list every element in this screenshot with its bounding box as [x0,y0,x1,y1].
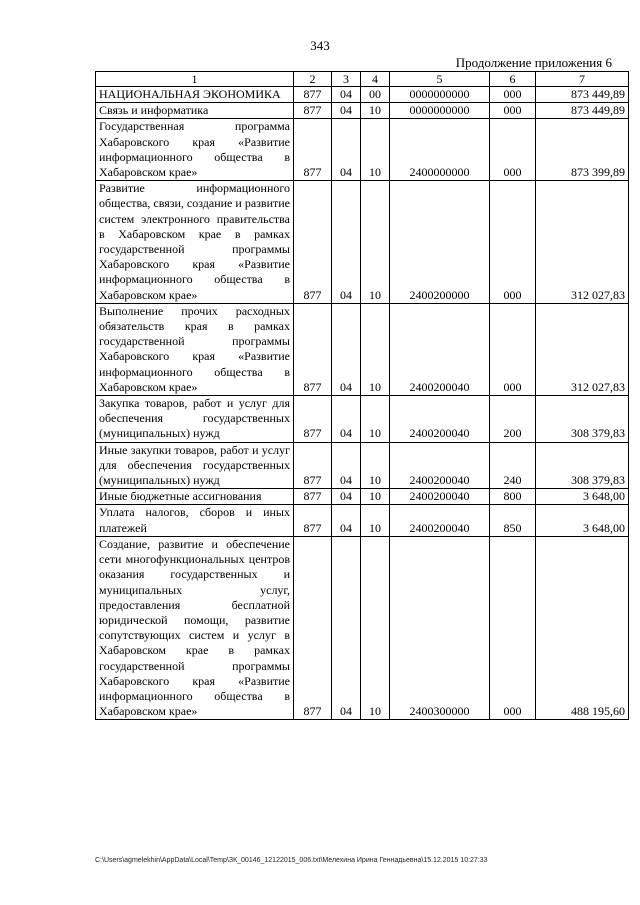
cell-type: 000 [490,87,536,103]
cell-code: 877 [294,489,332,505]
table-row [96,536,629,719]
page-number: 343 [310,38,330,53]
cell-code: 877 [294,536,332,719]
cell-code: 877 [294,103,332,119]
cell-section: 04 [332,536,361,719]
cell-type: 000 [490,103,536,119]
cell-code: 877 [294,119,332,181]
cell-amount: 3 648,00 [536,505,629,536]
cell-amount: 488 195,60 [536,536,629,719]
table-row [96,87,629,103]
table-row [96,489,629,505]
cell-amount: 308 379,83 [536,396,629,443]
cell-amount: 873 399,89 [536,119,629,181]
cell-section: 04 [332,119,361,181]
cell-section: 04 [332,505,361,536]
row-name: Государственная программа Хабаровского края «Развитие информационного общества в Хабаровском крае» [96,119,294,181]
cell-target: 2400200040 [390,505,490,536]
cell-amount: 308 379,83 [536,442,629,489]
cell-subsection: 00 [361,87,390,103]
cell-target: 2400200040 [390,489,490,505]
table-row [96,103,629,119]
cell-subsection: 10 [361,396,390,443]
cell-target: 2400200040 [390,396,490,443]
cell-section: 04 [332,181,361,304]
row-name: Иные бюджетные ассигнования [96,489,294,505]
cell-subsection: 10 [361,103,390,119]
row-name: Создание, развитие и обеспечение сети многофункциональных центров оказания государственных и муниципальных услуг, предоставления бесплатной юридической помощи, развитие сопутствующих систем и услуг в Хабаровском крае в рамках государственной программы Хабаровского края «Развитие информационного общества в Хабаровском крае» [96,536,294,719]
table-header-row [96,72,629,87]
row-name: Связь и информатика [96,103,294,119]
table-row [96,181,629,304]
cell-subsection: 10 [361,536,390,719]
cell-code: 877 [294,303,332,395]
cell-type: 200 [490,396,536,443]
cell-subsection: 10 [361,489,390,505]
table-row [96,505,629,536]
file-path-footer: C:\Users\agmelekhin\AppData\Local\Temp\ЗК_00146_12122015_006.txt\Мелехина Ирина Геннадьевна\15.12.2015 10:27:33 [95,857,488,864]
cell-amount: 3 648,00 [536,489,629,505]
table-row [96,442,629,489]
cell-subsection: 10 [361,442,390,489]
cell-subsection: 10 [361,119,390,181]
cell-target: 2400000000 [390,119,490,181]
cell-type: 000 [490,303,536,395]
row-name: Развитие информационного общества, связи, создание и развитие систем электронного правительства в Хабаровском крае в рамках государственной программы Хабаровского края «Развитие информационного общества в Хабаровском крае» [96,181,294,304]
cell-section: 04 [332,87,361,103]
header-cell: 7 [536,72,629,87]
table-row [96,119,629,181]
table-row [96,303,629,395]
cell-type: 000 [490,119,536,181]
cell-target: 2400200040 [390,303,490,395]
cell-section: 04 [332,103,361,119]
cell-type: 240 [490,442,536,489]
table-row [96,396,629,443]
cell-type: 000 [490,536,536,719]
row-name: Выполнение прочих расходных обязательств края в рамках государственной программы Хабаровского края «Развитие информационного общества в Хабаровском крае» [96,303,294,395]
cell-target: 2400200040 [390,442,490,489]
cell-amount: 873 449,89 [536,103,629,119]
header-cell: 6 [490,72,536,87]
cell-code: 877 [294,396,332,443]
cell-type: 800 [490,489,536,505]
cell-section: 04 [332,442,361,489]
cell-code: 877 [294,181,332,304]
cell-section: 04 [332,303,361,395]
row-name: Уплата налогов, сборов и иных платежей [96,505,294,536]
cell-section: 04 [332,489,361,505]
cell-target: 2400200000 [390,181,490,304]
cell-target: 2400300000 [390,536,490,719]
cell-amount: 312 027,83 [536,181,629,304]
row-name: Закупка товаров, работ и услуг для обеспечения государственных (муниципальных) нужд [96,396,294,443]
cell-subsection: 10 [361,505,390,536]
cell-amount: 873 449,89 [536,87,629,103]
header-cell: 1 [96,72,294,87]
cell-type: 000 [490,181,536,304]
header-cell: 5 [390,72,490,87]
cell-code: 877 [294,87,332,103]
cell-subsection: 10 [361,181,390,304]
cell-target: 0000000000 [390,87,490,103]
header-cell: 4 [361,72,390,87]
cell-amount: 312 027,83 [536,303,629,395]
cell-section: 04 [332,396,361,443]
cell-target: 0000000000 [390,103,490,119]
cell-code: 877 [294,505,332,536]
cell-code: 877 [294,442,332,489]
row-name: НАЦИОНАЛЬНАЯ ЭКОНОМИКА [96,87,294,103]
cell-subsection: 10 [361,303,390,395]
budget-table [95,71,629,720]
header-cell: 3 [332,72,361,87]
row-name: Иные закупки товаров, работ и услуг для обеспечения государственных (муниципальных) нужд [96,442,294,489]
continuation-note: Продолжение приложения 6 [455,55,612,70]
cell-type: 850 [490,505,536,536]
header-cell: 2 [294,72,332,87]
